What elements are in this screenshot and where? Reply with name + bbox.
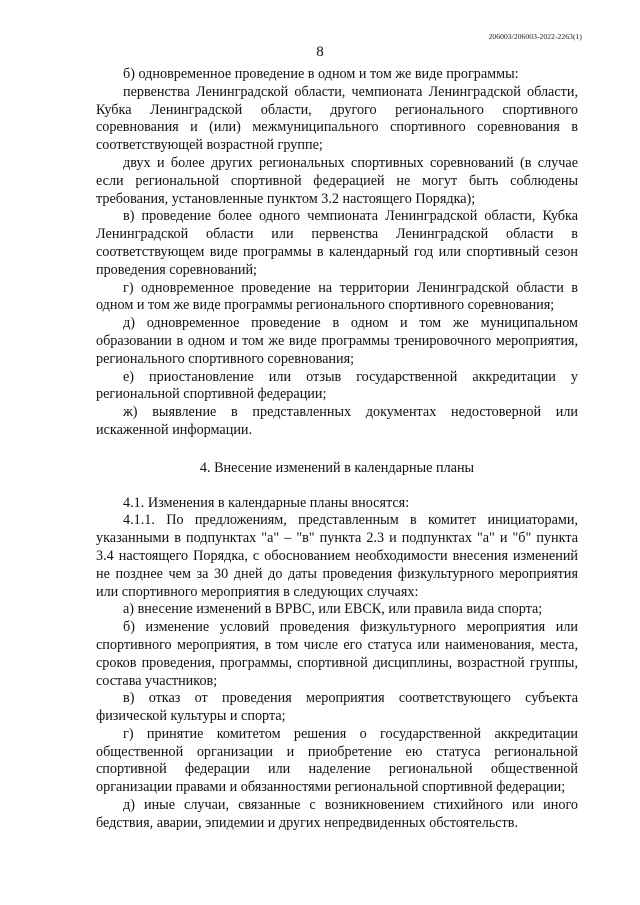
page-number: 8: [316, 44, 324, 60]
paragraph-zh: ж) выявление в представленных документах недостоверной или искаженной информации.: [96, 404, 578, 438]
section-heading: 4. Внесение изменений в календарные планы: [199, 459, 475, 476]
paragraph-4-1: 4.1. Изменения в календарные планы вносятся:: [123, 494, 410, 511]
document-code: 206003/206003-2022-2263(1): [488, 32, 582, 41]
paragraph-v: в) проведение более одного чемпионата Ленинградской области, Кубка Ленинградской области или первенства Ленинградской области в соответствующем виде программы в календарный год или спортивный сезон проведения соревнований;: [96, 208, 578, 278]
paragraph-4-1-1-b: б) изменение условий проведения физкультурного мероприятия или спортивного мероприятия, в том числе его статуса или наименования, места, сроков проведения, программы, спортивной дисциплины, возрастной группы, состава участников;: [96, 619, 578, 689]
paragraph-d: д) одновременное проведение в одном и том же муниципальном образовании в одном и том же виде программы тренировочного мероприятия, регионального спортивного соревнования;: [96, 315, 578, 367]
paragraph-e: е) приостановление или отзыв государственной аккредитации у региональной спортивной федерации;: [96, 368, 578, 403]
paragraph-4-1-1: 4.1.1. По предложениям, представленным в комитет инициаторами, указанными в подпунктах "а" – "в" пункта 2.3 и подпунктах "а" и "б" пункта 3.4 настоящего Порядка, с обоснованием необходимости внесения изменений не позднее чем за 30 дней до даты проведения физкультурного мероприятия или спортивного мероприятия в следующих случаях:: [96, 512, 578, 600]
paragraph-b-second-item: двух и более других региональных спортивных соревнований (в случае если региональной спортивной федерацией не могут быть соблюдены требования, установленные пунктом 3.2 настоящего Порядка);: [96, 154, 578, 207]
document-body: [96, 66, 578, 833]
paragraph-4-1-1-v: в) отказ от проведения мероприятия соответствующего субъекта физической культуры и спорта;: [96, 690, 578, 725]
paragraph-b-first-item: первенства Ленинградской области, чемпионата Ленинградской области, Кубка Ленинградской области, другого регионального спортивного соревнования и (или) межмуниципального спортивного соревнования в соответствующей возрастной группе;: [96, 83, 578, 154]
paragraph-g: г) одновременное проведение на территории Ленинградской области в одном и том же виде программы регионального спортивного соревнования;: [96, 279, 578, 314]
paragraph-4-1-1-g: г) принятие комитетом решения о государственной аккредитации общественной организации и приобретение ею статуса региональной спортивной федерации или наделение региональной общественной организации правами и обязанностями региональной спортивной федерации;: [96, 725, 578, 796]
paragraph-b: б) одновременное проведение в одном и том же виде программы:: [123, 66, 519, 82]
paragraph-4-1-1-a: а) внесение изменений в ВРВС, или ЕВСК, или правила вида спорта;: [123, 601, 543, 618]
paragraph-4-1-1-d: д) иные случаи, связанные с возникновением стихийного или иного бедствия, аварии, эпидемии и других непредвиденных обстоятельств.: [96, 797, 578, 831]
